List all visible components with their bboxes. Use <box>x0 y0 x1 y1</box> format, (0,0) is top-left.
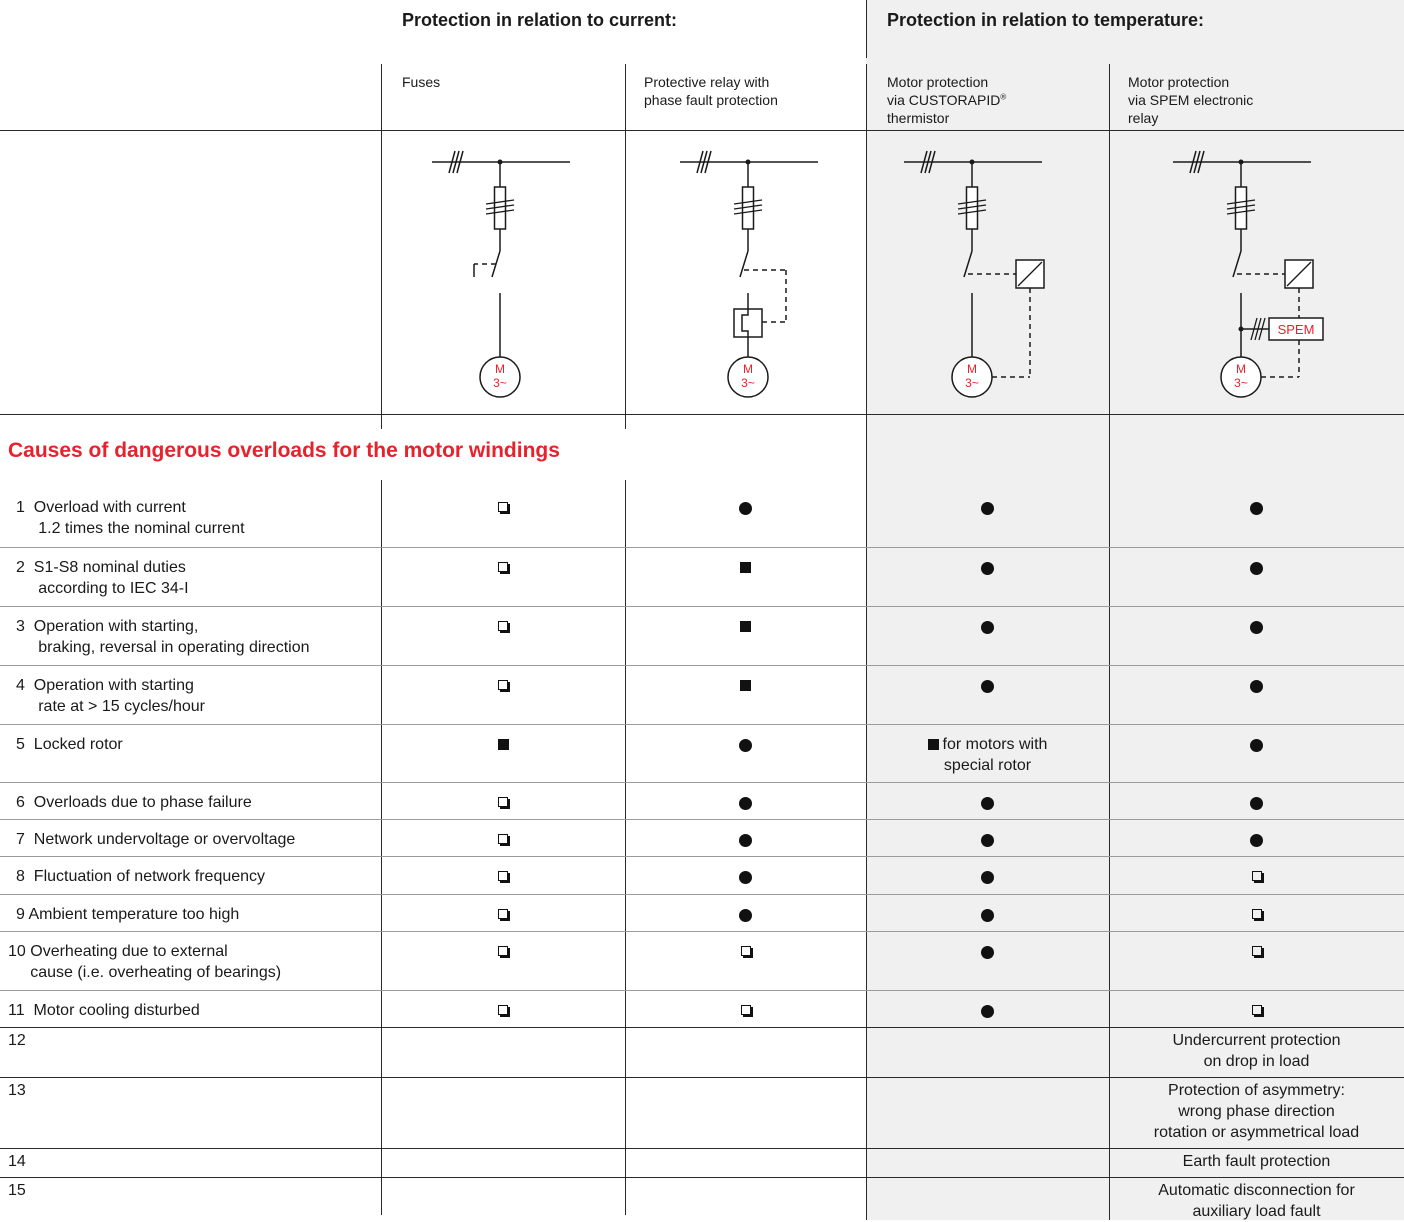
rating-open-square <box>381 497 625 518</box>
divider-v1-stub <box>381 414 382 429</box>
rating-dot <box>1109 829 1404 853</box>
dot-symbol <box>981 946 994 959</box>
row-text: Ambient temperature too high <box>24 906 240 923</box>
row-number: 11 <box>8 1002 25 1019</box>
row-label <box>0 616 309 658</box>
row-label <box>0 734 123 755</box>
column-header-custorapid-tail: thermistor <box>887 110 950 126</box>
divider-v3-mid <box>866 414 867 480</box>
motor-phase: 3~ <box>493 376 507 390</box>
rating-open-square <box>1109 904 1404 925</box>
row-number: 14 <box>8 1153 26 1170</box>
row-divider <box>0 606 1404 607</box>
rating-open-square <box>381 675 625 696</box>
row-label <box>0 941 281 983</box>
diagram-spem <box>1173 151 1323 397</box>
feature-text: Protection of asymmetry: wrong phase direction rotation or asymmetrical load <box>1153 1082 1360 1141</box>
open-square-symbol <box>741 1005 751 1015</box>
rating-open-square <box>625 941 866 962</box>
row-label <box>0 792 252 813</box>
rating-dot <box>866 675 1109 699</box>
rating-dot <box>625 904 866 928</box>
row-number: 5 <box>16 736 25 753</box>
row-text: Network undervoltage or overvoltage <box>24 831 296 848</box>
row-text: Overloads due to phase failure <box>24 794 252 811</box>
dot-symbol <box>981 1005 994 1018</box>
square-symbol <box>740 621 751 632</box>
diagram-custorapid <box>904 151 1044 397</box>
spem-label: SPEM <box>1277 322 1315 337</box>
feature-text: Earth fault protection <box>1182 1153 1331 1170</box>
motor-label: M <box>1236 362 1246 376</box>
rating-dot <box>625 734 866 758</box>
open-square-symbol <box>498 834 508 844</box>
open-square-symbol <box>1252 1005 1262 1015</box>
rating-open-square <box>381 829 625 850</box>
rating-dot <box>866 557 1109 581</box>
dot-symbol <box>981 909 994 922</box>
open-square-symbol <box>1252 946 1262 956</box>
rating-dot <box>866 792 1109 816</box>
row-text: S1-S8 nominal duties according to IEC 34-I <box>33 559 189 597</box>
dot-symbol <box>739 502 752 515</box>
rating-open-square <box>381 557 625 578</box>
dot-symbol <box>1250 502 1263 515</box>
row-number: 12 <box>8 1032 26 1049</box>
column-header-custorapid <box>887 73 1006 127</box>
open-square-symbol <box>498 1005 508 1015</box>
rating-open-square <box>381 792 625 813</box>
rating-dot <box>866 866 1109 890</box>
row-label <box>0 829 295 850</box>
rating-dot <box>866 829 1109 853</box>
registered-mark: ® <box>1000 92 1007 102</box>
row-number: 6 <box>16 794 25 811</box>
open-square-symbol <box>498 946 508 956</box>
rating-dot <box>1109 734 1404 758</box>
dot-symbol <box>981 621 994 634</box>
row-label <box>8 1080 26 1101</box>
open-square-symbol <box>498 871 508 881</box>
square-symbol <box>928 739 939 750</box>
motor-label: M <box>743 362 753 376</box>
square-symbol <box>740 680 751 691</box>
row-label <box>8 1151 26 1172</box>
rating-dot <box>866 497 1109 521</box>
dot-symbol <box>981 562 994 575</box>
divider-v4-mid <box>1109 414 1110 480</box>
row-number: 3 <box>16 618 25 635</box>
feature-text: Undercurrent protection on drop in load <box>1172 1032 1341 1070</box>
row-text: Locked rotor <box>24 736 123 753</box>
dot-symbol <box>981 797 994 810</box>
row-text: Operation with starting rate at > 15 cycles/hour <box>33 677 205 715</box>
open-square-symbol <box>498 562 508 572</box>
column-header-spem: Motor protection via SPEM electronic relay <box>1128 74 1254 126</box>
diagram-rule <box>0 414 1404 415</box>
rating-open-square <box>381 1000 625 1021</box>
note-text: for motors with special rotor <box>942 736 1048 774</box>
dot-symbol <box>1250 739 1263 752</box>
open-square-symbol <box>498 621 508 631</box>
row-divider <box>0 819 1404 820</box>
rating-dot <box>1109 557 1404 581</box>
rating-dot <box>866 1000 1109 1024</box>
row-label <box>0 675 205 717</box>
motor-label: M <box>495 362 505 376</box>
circuit-diagrams <box>381 131 1404 414</box>
row-divider <box>0 1077 1404 1078</box>
dot-symbol <box>739 739 752 752</box>
motor-label: M <box>967 362 977 376</box>
row-divider <box>0 1027 1404 1028</box>
dot-symbol <box>739 871 752 884</box>
row-divider <box>0 665 1404 666</box>
row-label <box>8 1030 26 1051</box>
open-square-symbol <box>1252 871 1262 881</box>
rating-dot <box>866 904 1109 928</box>
section-title: Causes of dangerous overloads for the motor windings <box>8 439 560 462</box>
row-divider <box>0 894 1404 895</box>
open-square-symbol <box>741 946 751 956</box>
row-text: Motor cooling disturbed <box>24 1002 200 1019</box>
divider-v2-stub <box>625 414 626 429</box>
rating-open-square <box>625 1000 866 1021</box>
row-label <box>0 866 265 887</box>
rating-note <box>866 734 1109 776</box>
row-text: Operation with starting, braking, reversal in operating direction <box>33 618 310 656</box>
rating-open-square <box>381 616 625 637</box>
open-square-symbol <box>498 680 508 690</box>
row-number: 10 <box>8 943 26 960</box>
row-label <box>0 904 239 925</box>
row-number: 15 <box>8 1182 26 1199</box>
rating-dot <box>625 792 866 816</box>
row-divider <box>0 931 1404 932</box>
square-symbol <box>498 739 509 750</box>
group-divider <box>866 0 867 58</box>
rating-open-square <box>1109 1000 1404 1021</box>
square-symbol <box>740 562 751 573</box>
dot-symbol <box>1250 680 1263 693</box>
row-number: 1 <box>16 499 25 516</box>
row-number: 2 <box>16 559 25 576</box>
diagram-protective-relay <box>680 151 818 397</box>
rating-dot <box>866 616 1109 640</box>
dot-symbol <box>739 834 752 847</box>
row-number: 13 <box>8 1082 26 1099</box>
row-label <box>8 1180 26 1201</box>
rating-square <box>625 557 866 579</box>
dot-symbol <box>1250 621 1263 634</box>
dot-symbol <box>1250 797 1263 810</box>
motor-phase: 3~ <box>741 376 755 390</box>
open-square-symbol <box>1252 909 1262 919</box>
feature-text: Automatic disconnection for auxiliary load fault <box>1158 1182 1355 1220</box>
rating-dot <box>625 866 866 890</box>
open-square-symbol <box>498 797 508 807</box>
group-title-current: Protection in relation to current: <box>402 10 678 30</box>
row-text: Overload with current 1.2 times the nominal current <box>33 499 245 537</box>
rating-dot <box>1109 616 1404 640</box>
dot-symbol <box>981 871 994 884</box>
row-divider <box>0 782 1404 783</box>
rating-square <box>625 616 866 638</box>
column-header-fuses: Fuses <box>402 74 441 90</box>
dot-symbol <box>739 797 752 810</box>
row-number: 9 <box>16 906 25 923</box>
column-header-protective-relay: Protective relay with phase fault protection <box>644 74 778 108</box>
row-divider <box>0 1177 1404 1178</box>
row-number: 4 <box>16 677 25 694</box>
column-header-custorapid-main: Motor protection via CUSTORAPID <box>887 74 1001 108</box>
row-label <box>0 1000 200 1021</box>
dot-symbol <box>981 502 994 515</box>
rating-open-square <box>381 941 625 962</box>
row-number: 8 <box>16 868 25 885</box>
rating-dot <box>625 497 866 521</box>
rating-open-square <box>381 866 625 887</box>
dot-symbol <box>1250 834 1263 847</box>
dot-symbol <box>981 680 994 693</box>
rating-dot <box>1109 792 1404 816</box>
row-divider <box>0 1148 1404 1149</box>
row-number: 7 <box>16 831 25 848</box>
dot-symbol <box>1250 562 1263 575</box>
rating-open-square <box>381 904 625 925</box>
row-divider <box>0 547 1404 548</box>
row-divider <box>0 724 1404 725</box>
dot-symbol <box>739 909 752 922</box>
dot-symbol <box>981 834 994 847</box>
row-label <box>0 557 189 599</box>
open-square-symbol <box>498 909 508 919</box>
rating-dot <box>1109 675 1404 699</box>
rating-square <box>381 734 625 756</box>
row-divider <box>0 990 1404 991</box>
motor-phase: 3~ <box>1234 376 1248 390</box>
rating-open-square <box>1109 941 1404 962</box>
motor-phase: 3~ <box>965 376 979 390</box>
rating-dot <box>1109 497 1404 521</box>
row-text: Fluctuation of network frequency <box>24 868 266 885</box>
diagram-fuses <box>432 151 570 397</box>
rating-dot <box>866 941 1109 965</box>
rating-dot <box>625 829 866 853</box>
open-square-symbol <box>498 502 508 512</box>
row-text: Overheating due to external cause (i.e. overheating of bearings) <box>30 943 282 981</box>
rating-square <box>625 675 866 697</box>
row-divider <box>0 856 1404 857</box>
group-title-temperature: Protection in relation to temperature: <box>887 10 1205 30</box>
row-label <box>0 497 245 539</box>
rating-open-square <box>1109 866 1404 887</box>
